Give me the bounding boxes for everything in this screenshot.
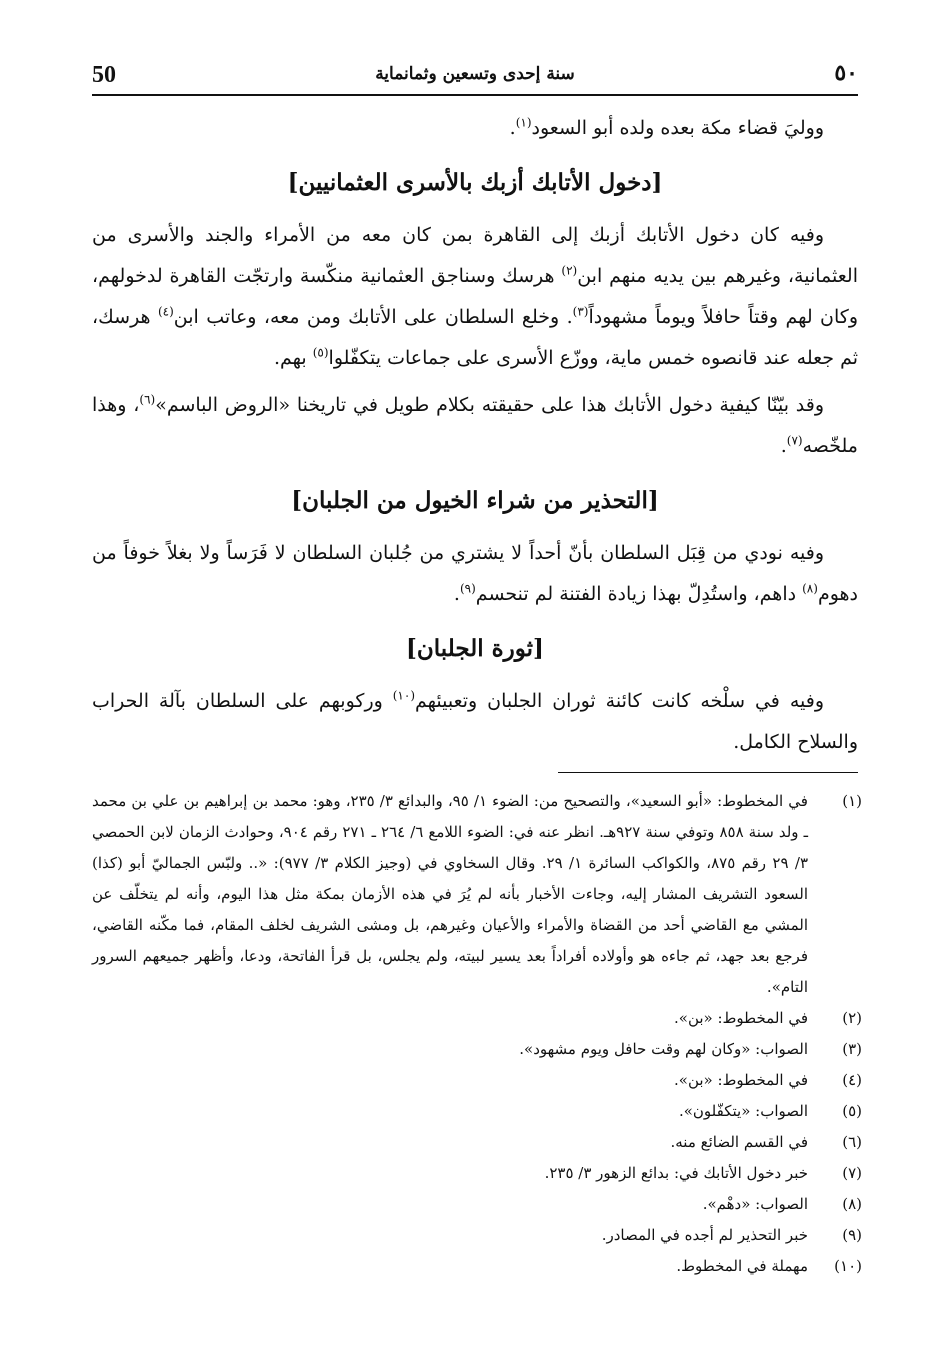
footnote-text: في المخطوط: «بن». (674, 1071, 808, 1089)
footnote (92, 1251, 862, 1282)
text-run: ، وهذا ملخّصه (92, 394, 858, 457)
footnote (92, 786, 862, 1003)
footnote-number: (٣) (842, 1040, 862, 1058)
page-number-latin: 50 (92, 62, 116, 88)
page-number-arabic: ٥٠ (834, 60, 858, 86)
page-header (92, 58, 858, 96)
text-run: هرسك وسناجق العثمانية منكّسة وارتجّت القاهرة لدخولهم، وكان لهم وقتاً حافلاً ويوماً مشهوداً (92, 265, 858, 328)
footnote (92, 1003, 862, 1034)
section-heading: [دخول الأتابك أزبك بالأسرى العثمانيين] (287, 169, 663, 196)
section-heading: [التحذير من شراء الخيول من الجلبان] (291, 487, 659, 514)
footnote-reference: (٧) (786, 433, 803, 448)
footnote-text: في المخطوط: «بن». (674, 1009, 808, 1027)
footnotes (92, 786, 862, 1282)
footnote-number: (٤) (842, 1071, 862, 1089)
paragraph (92, 108, 858, 149)
footnote-number: (١٠) (834, 1257, 862, 1275)
footnote-reference: (٦) (139, 392, 156, 407)
paragraph (92, 215, 858, 379)
footnote-text: مهملة في المخطوط. (676, 1257, 808, 1275)
footnote-text: الصواب: «وكان لهم وقت حافل ويوم مشهود». (519, 1040, 808, 1058)
footnote (92, 1034, 862, 1065)
footnote-text: في القسم الضائع منه. (670, 1133, 808, 1151)
footnote-text: في المخطوط: «أبو السعيد»، والتصحيح من: الضوء ١/ ٩٥، والبدائع ٣/ ٢٣٥، وهو: محمد بن إبراهيم بن علي بن محمد ـ ولد سنة ٨٥٨ وتوفي سنة ٩٢٧هـ. انظر عنه في: الضوء اللامع ٦/ ٢٦٤ ـ ٢٧١ رقم ٩٠٤، وحوادث الزمان لابن الحمصي ٣/ ٢٩ رقم ٨٧٥، والكواكب السائرة ١/ ٢٩. وقال السخاوي في (وجيز الكلام ٣/ ٩٧٧): «.. ولبّس الجماليّ أبو (كذا) السعود التشريف المشار إليه، وجاءت الأخبار بأنه لم يُرَ في هذه الأزمان بمكة مثل هذا اليوم، وأنه لم يتخلّف عن المشي مع القاضي أحد من القضاة والأمراء والأعيان وغيرهم، بل ومشى الشريف لخلف المقام، فما مكّنه القاضي، فرجع بعد جهد، ثم جاءه هو وأولاده أفراداً بعد يسير لبيته، ولم يجلس، بل قرأ الفاتحة، ودعا، وأظهر جميعهم السرور التام». (92, 792, 809, 996)
footnote-reference: (٥) (312, 345, 329, 360)
text-run: ووليَ قضاء مكة بعده ولده أبو السعود (531, 117, 824, 139)
footnote (92, 1189, 862, 1220)
footnote (92, 1220, 862, 1251)
footnote-text: الصواب: «دهْم». (702, 1195, 808, 1213)
text-run: وركوبهم على السلطان بآلة الحراب والسلاح الكامل. (92, 690, 858, 753)
text-run: وفيه كان دخول الأتابك أزبك إلى القاهرة بمن كان معه من الأمراء والجند والأسرى من العثمانية، وغيرهم بين يديه منهم ابن (92, 224, 858, 287)
footnote-reference: (٩) (459, 581, 476, 596)
footnote (92, 1158, 862, 1189)
footnote-number: (١) (842, 792, 862, 810)
footnote-number: (٨) (842, 1195, 862, 1213)
text-run: . (780, 435, 787, 457)
text-run: وقد بيّنّا كيفية دخول الأتابك هذا على حقيقته بكلام طويل في تاريخنا «الروض الباسم» (155, 394, 824, 416)
footnote (92, 1127, 862, 1158)
section-heading: [ثورة الجلبان] (406, 635, 544, 662)
paragraph (92, 681, 858, 763)
footnote-reference: (٨) (802, 581, 818, 596)
footnote-separator (558, 772, 858, 773)
footnote-number: (٧) (842, 1164, 862, 1182)
footnote-text: خبر دخول الأتابك في: بدائع الزهور ٣/ ٢٣٥. (544, 1164, 808, 1182)
footnote-text: الصواب: «يتكفّلون». (678, 1102, 808, 1120)
footnote-number: (٩) (842, 1226, 862, 1244)
footnote (92, 1065, 862, 1096)
text-run: . وخلع السلطان على الأتابك ومن معه، وعاتب ابن (173, 306, 573, 328)
footnote-number: (٥) (842, 1102, 862, 1120)
main-text (92, 108, 858, 769)
footnote-text: خبر التحذير لم أجده في المصادر. (601, 1226, 808, 1244)
footnote (92, 1096, 862, 1127)
footnote-reference: (٢) (561, 263, 578, 278)
running-title: سنة إحدى وتسعين وثمانماية (375, 64, 575, 84)
text-run: داهم، واستُدِلّ بهذا زيادة الفتنة لم تنحسم (475, 583, 803, 605)
text-run: وفيه في سلْخه كانت كائنة ثوران الجلبان وتعبيئهم (415, 690, 824, 712)
text-run: هرسك، ثم جعله عند قانصوه خمس ماية، ووزّع الأسرى على جماعات يتكفّلوا (92, 306, 858, 369)
text-run: وفيه نودي من قِبَل السلطان بأنّ أحداً لا يشتري من جُلبان السلطان لا فَرَساً ولا بغلاً خوفاً من دهوم (92, 542, 858, 605)
footnote-reference: (١) (515, 115, 532, 130)
text-run: . (453, 583, 460, 605)
paragraph (92, 533, 858, 615)
text-run: بهم. (273, 347, 313, 369)
footnote-reference: (٣) (572, 304, 589, 319)
footnote-number: (٦) (842, 1133, 862, 1151)
text-run: . (509, 117, 516, 139)
footnote-reference: (١٠) (392, 688, 415, 703)
footnote-number: (٢) (842, 1009, 862, 1027)
paragraph (92, 385, 858, 467)
footnote-reference: (٤) (157, 304, 174, 319)
